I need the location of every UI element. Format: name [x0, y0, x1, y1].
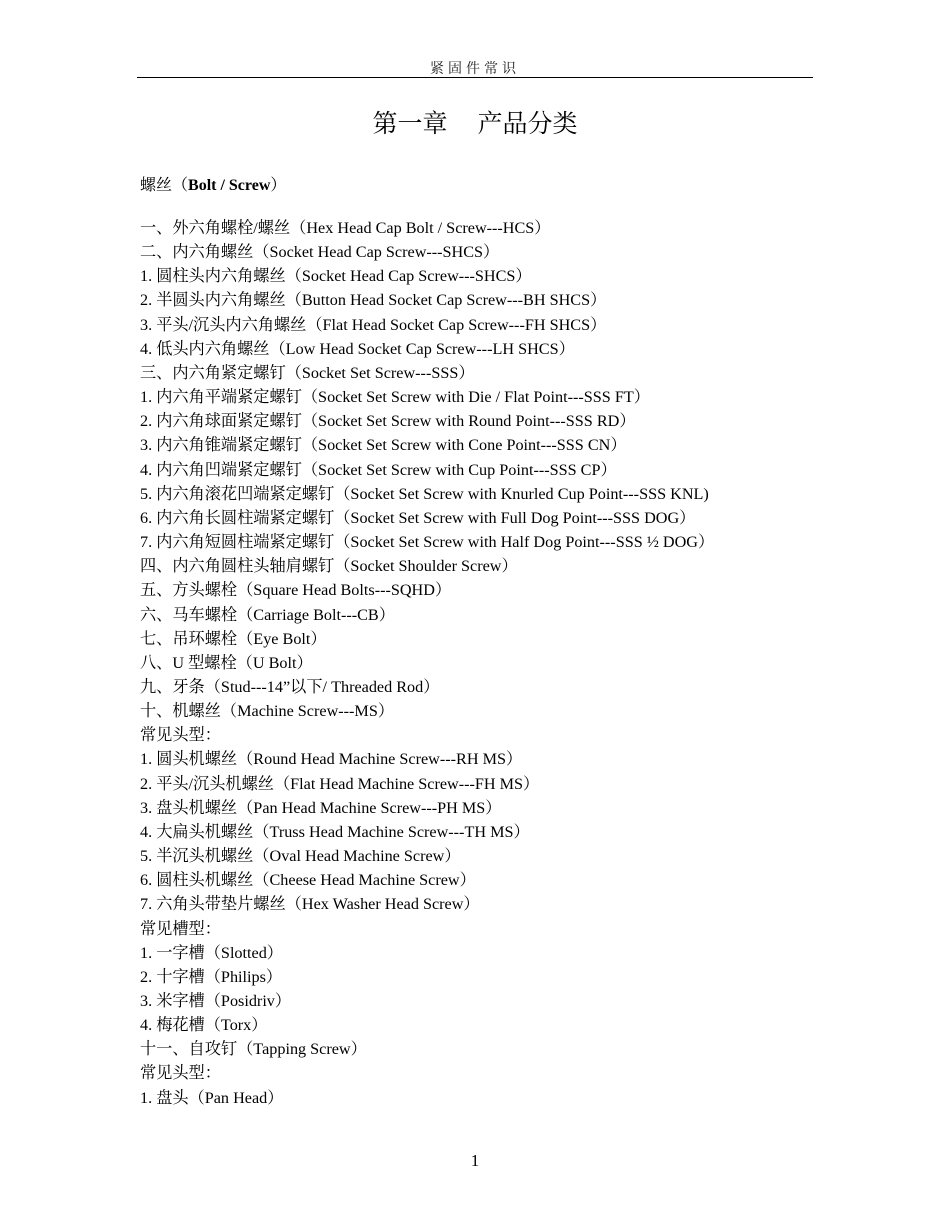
list-item: 九、牙条（Stud---14”以下/ Threaded Rod）: [140, 677, 440, 696]
list-item: 4. 内六角凹端紧定螺钉（Socket Set Screw with Cup Point---SSS CP）: [140, 460, 617, 479]
chapter-name: 产品分类: [477, 111, 578, 138]
list-item: 6. 圆柱头机螺丝（Cheese Head Machine Screw）: [140, 871, 476, 890]
list-item: 6. 内六角长圆柱端紧定螺钉（Socket Set Screw with Full Dog Point---SSS DOG）: [140, 508, 696, 527]
list-item: 五、方头螺栓（Square Head Bolts---SQHD）: [140, 581, 452, 600]
list-item: 7. 六角头带垫片螺丝（Hex Washer Head Screw）: [140, 895, 480, 914]
list-item: 六、马车螺栓（Carriage Bolt---CB）: [140, 605, 395, 624]
list-item: 七、吊环螺栓（Eye Bolt）: [140, 629, 327, 648]
list-item: 3. 内六角锥端紧定螺钉（Socket Set Screw with Cone Point---SSS CN）: [140, 436, 627, 455]
list-item: 5. 内六角滚花凹端紧定螺钉（Socket Set Screw with Knurled Cup Point---SSS KNL): [140, 484, 709, 503]
list-item: 3. 米字槽（Posidriv）: [140, 992, 292, 1010]
section-heading-english: Bolt / Screw: [188, 177, 271, 194]
chapter-number: 第一章: [372, 111, 448, 138]
list-item: 1. 内六角平端紧定螺钉（Socket Set Screw with Die / Flat Point---SSS FT）: [140, 388, 650, 407]
list-item: 4. 低头内六角螺丝（Low Head Socket Cap Screw---LH SHCS）: [140, 339, 575, 358]
list-item: 一、外六角螺栓/螺丝（Hex Head Cap Bolt / Screw---HCS）: [140, 219, 551, 237]
list-item: 2. 十字槽（Philips）: [140, 967, 283, 986]
list-item: 四、内六角圆柱头轴肩螺钉（Socket Shoulder Screw）: [140, 557, 518, 576]
list-item: 7. 内六角短圆柱端紧定螺钉（Socket Set Screw with Half Dog Point---SSS ½ DOG）: [140, 533, 715, 552]
list-item: 十、机螺丝（Machine Screw---MS）: [140, 702, 395, 721]
chapter-title: [0, 104, 950, 140]
list-item: 4. 梅花槽（Torx）: [140, 1016, 268, 1035]
list-item: 十一、自攻钉（Tapping Screw）: [140, 1040, 367, 1059]
running-header: 紧固件常识: [430, 62, 520, 77]
list-item: 1. 圆头机螺丝（Round Head Machine Screw---RH MS）: [140, 750, 523, 769]
list-item: 常见头型：: [140, 1064, 221, 1083]
section-heading: [140, 172, 286, 195]
section-heading-prefix: 螺丝（: [140, 177, 189, 194]
list-item: 2. 半圆头内六角螺丝（Button Head Socket Cap Screw---BH SHCS）: [140, 291, 607, 310]
list-item: 常见槽型：: [140, 919, 221, 938]
list-item: 2. 平头/沉头机螺丝（Flat Head Machine Screw---FH MS）: [140, 774, 540, 793]
list-item: 3. 盘头机螺丝（Pan Head Machine Screw---PH MS）: [140, 798, 502, 817]
list-item: 1. 圆柱头内六角螺丝（Socket Head Cap Screw---SHCS）: [140, 267, 532, 286]
list-item: 八、U 型螺栓（U Bolt）: [140, 653, 313, 672]
list-item: 三、内六角紧定螺钉（Socket Set Screw---SSS）: [140, 363, 475, 382]
section-heading-suffix: ）: [270, 177, 287, 194]
header-rule: [137, 77, 813, 78]
content-list: [140, 216, 714, 1110]
list-item: 二、内六角螺丝（Socket Head Cap Screw---SHCS）: [140, 243, 500, 262]
list-item: 1. 一字槽（Slotted）: [140, 943, 283, 962]
list-item: 常见头型：: [140, 726, 221, 745]
page-number: 1: [470, 1151, 480, 1170]
list-item: 1. 盘头（Pan Head）: [140, 1088, 284, 1107]
list-item: 3. 平头/沉头内六角螺丝（Flat Head Socket Cap Screw---FH SHCS）: [140, 315, 607, 334]
list-item: 2. 内六角球面紧定螺钉（Socket Set Screw with Round Point---SSS RD）: [140, 412, 636, 431]
list-item: 5. 半沉头机螺丝（Oval Head Machine Screw）: [140, 847, 461, 866]
list-item: 4. 大扁头机螺丝（Truss Head Machine Screw---TH MS）: [140, 822, 530, 841]
